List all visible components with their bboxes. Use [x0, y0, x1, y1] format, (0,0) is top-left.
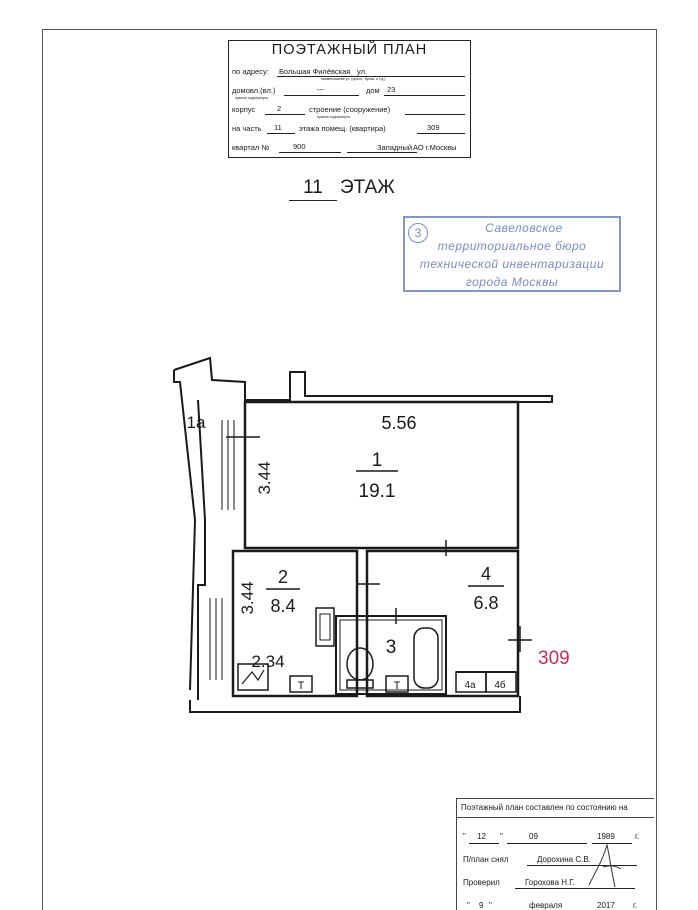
month-underline: [507, 843, 587, 844]
room-1a-label: 1а: [186, 413, 206, 432]
info-divider: [457, 817, 654, 818]
domovl-hint: нужное подчеркнуть: [235, 96, 269, 100]
date2-close-quote: ": [489, 901, 492, 910]
district-value: Западный: [377, 143, 413, 152]
closet-4b-label: 4б: [494, 680, 506, 691]
part-mid-label: этажа помещ. (квартира): [299, 124, 386, 133]
day-underline: [469, 843, 499, 844]
date-day: 12: [477, 832, 486, 841]
korpus-value: 2: [277, 104, 282, 113]
cabinet-inner: [320, 614, 330, 640]
address-hint: наименование ул. (просп., бульв. и т.д.): [321, 77, 386, 81]
room-1-height: 3.44: [255, 461, 274, 495]
address-label: по адресу:: [232, 67, 269, 76]
address-value: Большая Филёвская: [279, 67, 351, 76]
room-2-outline: [233, 551, 357, 696]
quarter-label: квартал №: [232, 143, 270, 152]
bathtub: [414, 628, 438, 688]
date2-year: 2017: [597, 901, 615, 910]
korpus-label: корпус: [232, 105, 256, 114]
outer-wall-top: [174, 358, 552, 402]
apartment-value: 309: [427, 123, 440, 132]
quarter-value: 900: [293, 142, 306, 151]
stamp-line-3: технической инвентаризации: [419, 257, 605, 271]
date2-month: февраля: [529, 901, 563, 910]
date2-day: 9: [479, 901, 484, 910]
info-block: [456, 798, 654, 910]
left-inner-wall: [198, 400, 205, 700]
outer-wall-bottom: [190, 696, 520, 712]
room-4-number: 4: [480, 564, 492, 584]
info-title: Поэтажный план составлен по состоянию на: [461, 803, 628, 812]
address-suffix: ул.: [357, 67, 368, 76]
date-year: 1989: [597, 832, 615, 841]
checked-by-value: Горохова Н.Г.: [525, 878, 575, 887]
date2-open-quote: ": [467, 901, 470, 910]
stamp-line-4: города Москвы: [465, 275, 559, 289]
toilet-bowl: [347, 648, 373, 680]
room-3-number: 3: [385, 637, 397, 658]
room-2-width: 2.34: [251, 652, 285, 671]
date-open-quote: ": [463, 832, 466, 841]
signature: [585, 839, 625, 891]
closet-4a-label: 4а: [464, 680, 476, 691]
dom-value: 23: [387, 85, 396, 94]
part-label: на часть: [232, 124, 262, 133]
room-2-number: 2: [277, 567, 289, 587]
drawn-by-value: Дорохина С.В.: [537, 855, 591, 864]
dom-label: дом: [366, 86, 380, 95]
room-1-area: 19.1: [358, 481, 396, 502]
unit-number: 309: [538, 648, 570, 669]
date-close-quote: ": [500, 832, 503, 841]
room-2-area: 8.4: [270, 596, 296, 616]
stamp-line-2: территориальное бюро: [437, 239, 587, 253]
header-title: ПОЭТАЖНЫЙ ПЛАН: [271, 42, 428, 58]
district-suffix: АО г.Москвы: [413, 143, 457, 152]
room-2-height: 3.44: [238, 581, 257, 615]
floor-label: ЭТАЖ: [340, 177, 395, 198]
date-month: 09: [529, 832, 538, 841]
toilet-tank: [347, 680, 373, 688]
stove-symbol: [242, 670, 264, 684]
room-4-area: 6.8: [473, 593, 499, 613]
date-year-suffix: г.: [635, 832, 640, 841]
room-1-number: 1: [371, 450, 383, 471]
checked-by-label: Проверил: [463, 878, 500, 887]
part-value: 11: [274, 123, 282, 132]
stroenie-label: строение (сооружение): [309, 105, 391, 114]
sink-symbol-1: Т: [297, 680, 305, 692]
domovl-value: ---: [317, 85, 325, 94]
stroenie-hint: нужное подчеркнуть: [317, 115, 351, 119]
domovl-label: домовл.(вл.): [232, 86, 276, 95]
room-1-width: 5.56: [381, 413, 417, 433]
date2-suffix: г.: [633, 901, 638, 910]
drawn-by-label: П/план снял: [463, 855, 509, 864]
stamp-line-1: Савеловское: [485, 221, 563, 235]
sink-symbol-2: Т: [393, 680, 401, 692]
stamp-number: 3: [408, 223, 428, 243]
floor-number: 11: [289, 176, 337, 201]
